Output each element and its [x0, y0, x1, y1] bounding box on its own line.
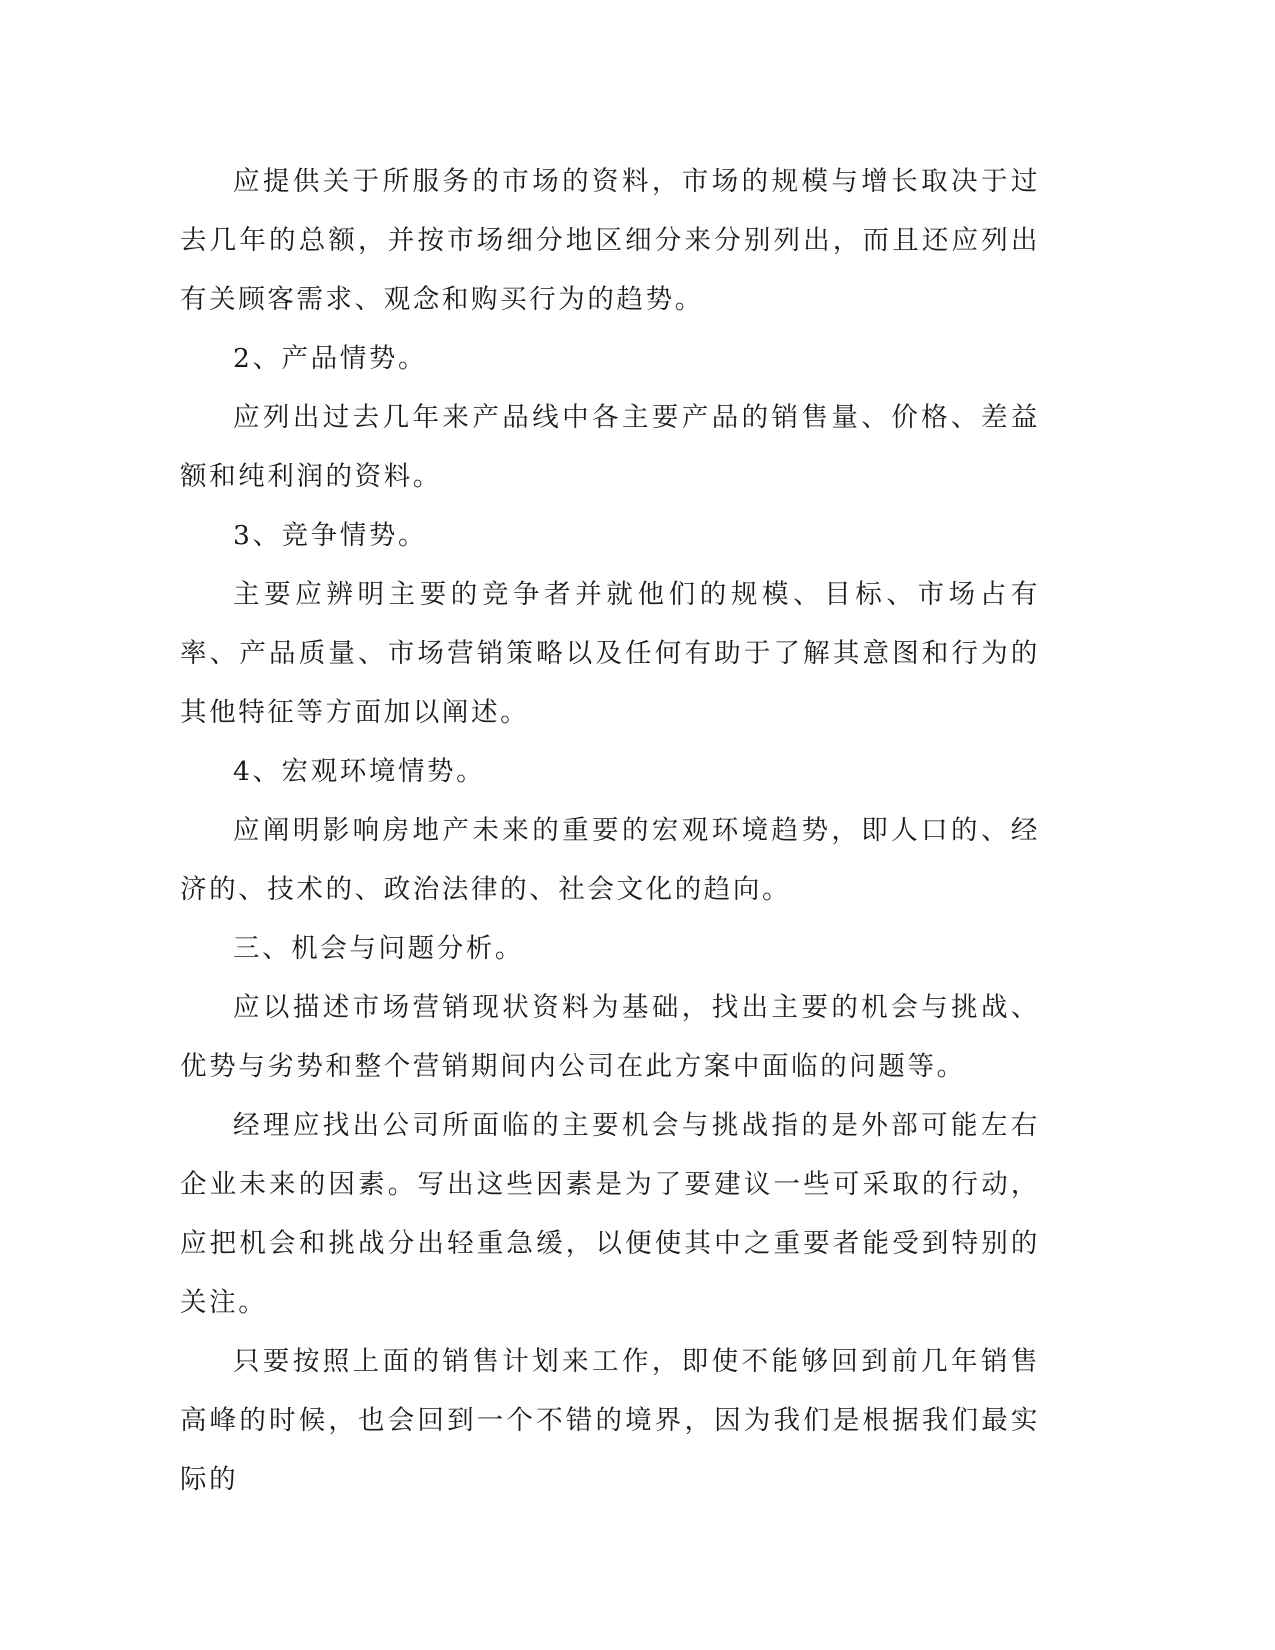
heading-opportunity-analysis: 三、机会与问题分析。: [233, 933, 524, 964]
heading-macro-environment: 4、宏观环境情势。: [233, 756, 486, 787]
paragraph-manager-opportunities: 经理应找出公司所面临的主要机会与挑战指的是外部可能左右企业未来的因素。写出这些因素是为了要建议一些可采取的行动，应把机会和挑战分出轻重急缓，以便使其中之重要者能受到特别的关注。: [180, 1110, 1040, 1318]
paragraph-product-data: 应列出过去几年来产品线中各主要产品的销售量、价格、差益额和纯利润的资料。: [180, 402, 1040, 492]
paragraph-sales-plan: 只要按照上面的销售计划来工作，即使不能够回到前几年销售高峰的时候，也会回到一个不错的境界，因为我们是根据我们最实际的: [180, 1346, 1040, 1495]
paragraph-opportunity-basis: 应以描述市场营销现状资料为基础，找出主要的机会与挑战、优势与劣势和整个营销期间内公司在此方案中面临的问题等。: [180, 992, 1040, 1082]
paragraph-competition: 主要应辨明主要的竞争者并就他们的规模、目标、市场占有率、产品质量、市场营销策略以及任何有助于了解其意图和行为的其他特征等方面加以阐述。: [180, 579, 1040, 728]
document-body: [180, 152, 1040, 1509]
paragraph-market-data: 应提供关于所服务的市场的资料，市场的规模与增长取决于过去几年的总额，并按市场细分地区细分来分别列出，而且还应列出有关顾客需求、观念和购买行为的趋势。: [180, 166, 1040, 315]
paragraph-macro-environment: 应阐明影响房地产未来的重要的宏观环境趋势，即人口的、经济的、技术的、政治法律的、社会文化的趋向。: [180, 815, 1040, 905]
heading-competition-situation: 3、竞争情势。: [233, 520, 428, 551]
heading-product-situation: 2、产品情势。: [233, 343, 428, 374]
